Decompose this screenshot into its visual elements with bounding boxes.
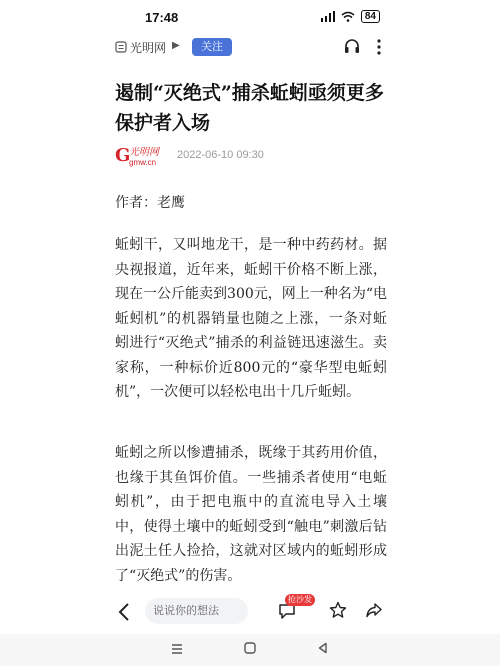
status-time: 17:48 (145, 10, 179, 25)
status-icons (321, 10, 380, 23)
top-bar (0, 32, 500, 62)
nav-menu-icon[interactable] (170, 642, 184, 656)
publish-time: 2022-06-10 09:30 (177, 149, 264, 161)
site-name[interactable]: 光明网 (130, 41, 167, 55)
chevron-right-icon[interactable]: ▶ (172, 40, 180, 51)
battery-indicator: 84 (361, 10, 380, 23)
nav-home-icon[interactable] (244, 642, 256, 654)
follow-button[interactable]: 关注 (192, 38, 232, 56)
status-bar (0, 0, 500, 30)
article-author: 作者：老鹰 (115, 195, 185, 211)
article-source (115, 143, 395, 169)
nav-back-icon[interactable] (317, 642, 329, 654)
wifi-icon (341, 11, 355, 22)
share-icon[interactable] (365, 601, 383, 619)
source-logo-sub: gmw.cn (129, 158, 157, 167)
source-logo (115, 143, 173, 169)
system-nav-bar (0, 634, 500, 666)
article-paragraph: 蚯蚓干，又叫地龙干，是一种中药药材。据央视报道，近年来，蚯蚓干价格不断上涨，现在一公斤能卖到300元，网上一种名为“电蚯蚓机”的机器销量也随之上涨，一条对蚯蚓进行“灭绝式”捕杀的利益链迅速滋生。卖家称，一种标价近800元的“豪华型电蚯蚓机”，一次便可以轻松电出十几斤蚯蚓。 (115, 237, 387, 400)
article-paragraph: 蚯蚓之所以惨遭捕杀，既缘于其药用价值，也缘于其鱼饵价值。一些捕杀者使用“电蚯蚓机”，由于把电瓶中的直流电导入土壤中，使得土壤中的蚯蚓受到“触电”刺激后钻出泥土任人捡拾，这就对区域内的蚯蚓形成了“灭绝式”的伤害。 (115, 445, 387, 584)
star-icon[interactable] (329, 601, 347, 619)
signal-icon (321, 11, 335, 22)
more-icon[interactable] (375, 38, 383, 56)
svg-text:G: G (115, 145, 131, 166)
article-title: 遏制“灭绝式”捕杀蚯蚓亟须更多保护者入场 (115, 82, 384, 134)
comment-badge: 抢沙发 (285, 594, 315, 606)
headphone-icon[interactable] (343, 37, 361, 55)
comment-input[interactable]: 说说你的想法 (145, 598, 248, 624)
site-icon (115, 41, 127, 53)
source-logo-text: 光明网 (129, 147, 159, 158)
bottom-action-bar (0, 596, 500, 628)
back-arrow-icon[interactable] (117, 602, 131, 622)
